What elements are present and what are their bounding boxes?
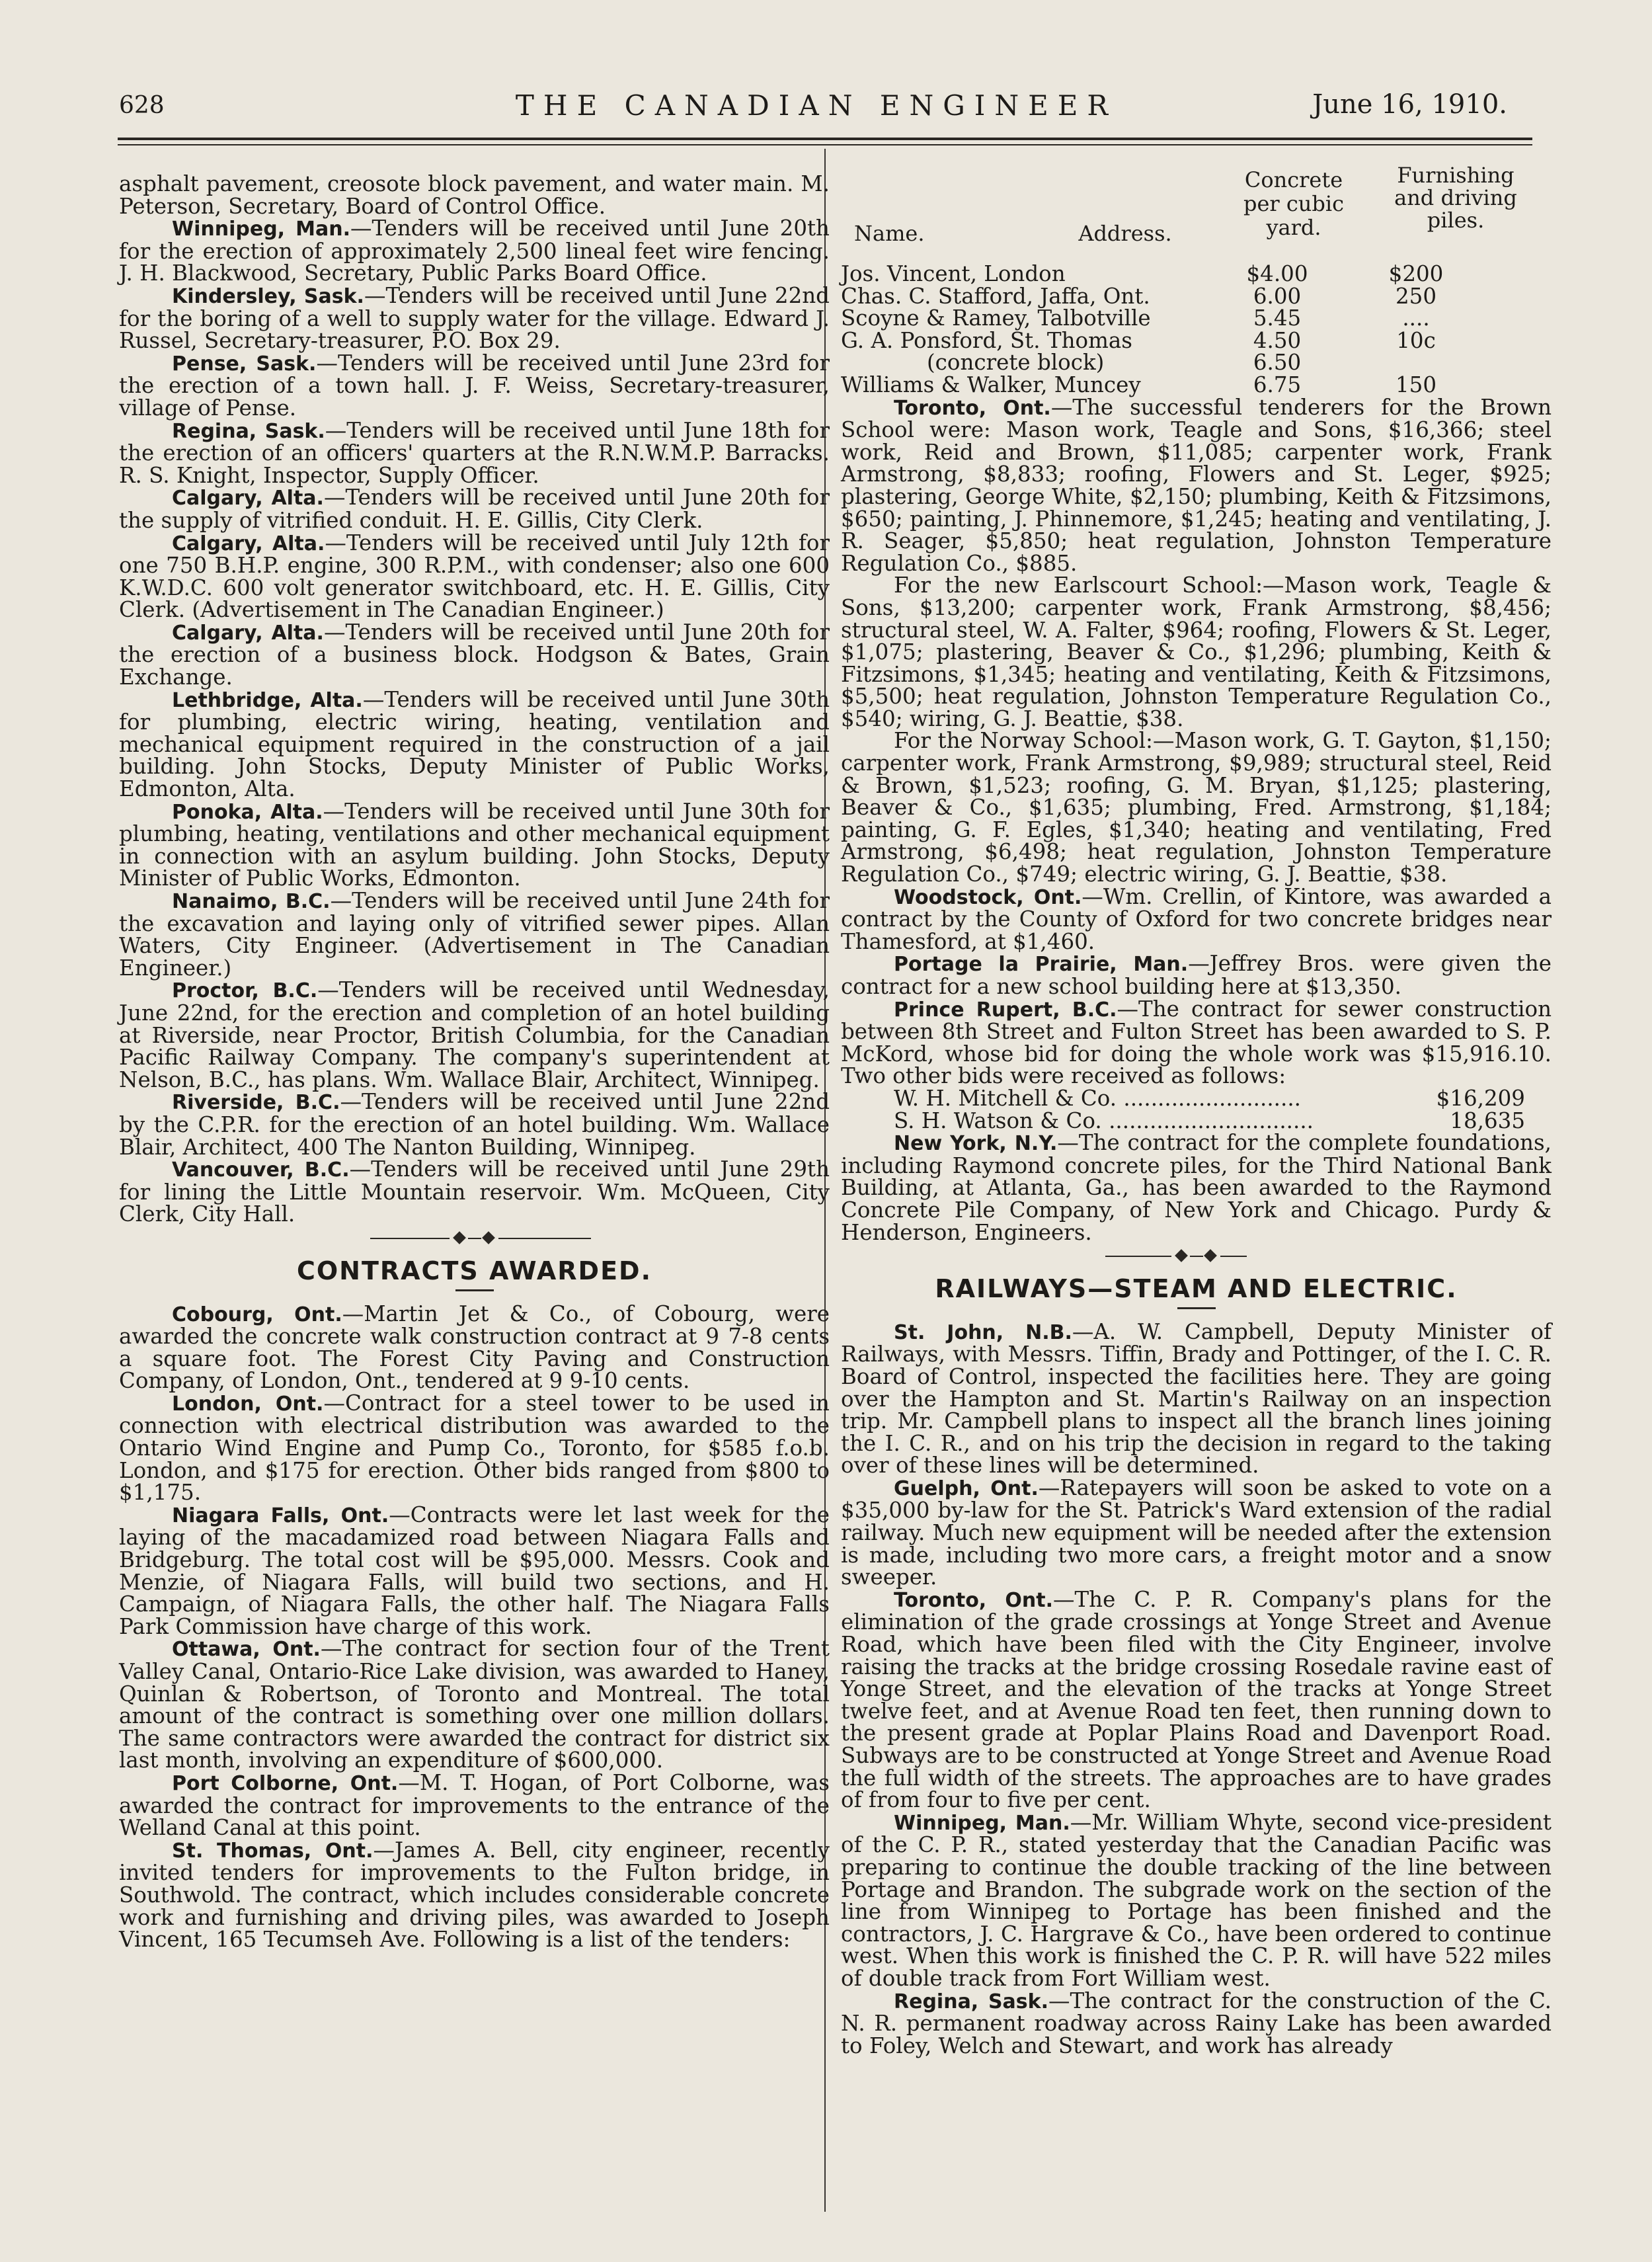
tender-text: —Tenders will be received until June 30th for plumbing, electric wiring, heating, ventilation and mechanical equipment required in the construction of a jail building. John Stocks, Deputy Minister of Public Works, Edmonton, Alta. [119,686,830,802]
bid-value: 18,635 [1450,1108,1525,1133]
tender-item [119,686,830,802]
tender-text: —Tenders will be received until June 18th for the erection of an officers' quarters at the R.N.W.M.P. Barracks. R. S. Knight, Inspector, Supply Officer. [119,417,830,488]
tender-item [119,979,830,1091]
concrete-price: 5.45 [1253,305,1302,331]
tender-text: —Tenders will be received until June 22nd by the C.P.R. for the erection of an hotel building. Wm. Wallace Blair, Architect, 400 The Nanton Building, Winnipeg. [119,1089,830,1160]
tender-text: —Tenders will be received until June 30th for plumbing, heating, ventilations and other mechanical equipment in connection with an asylum building. John Stocks, Deputy Minister of Public Works, Edmonton. [119,798,830,891]
award-text: For the Norway School:—Mason work, G. T. Gayton, $1,150; carpenter work, Frank Armstrong, $9,989; structural steel, Reid & Brown, $1,523; roofing, G. M. Bryan, $1,125; plastering, Beaver & Co., $1,635; plumbing, Fred. Armstrong, $1,184; painting, G. F. Egles, $1,340; heating and ventilating, Fred Armstrong, $6,498; heat regulation, Johnston Temperature Regulation Co., $749; electric wiring, G. J. Beattie, $38. [841,728,1552,887]
railway-place: Toronto, Ont. [894,1588,1053,1612]
railway-item [841,1990,1552,2058]
tender-item [119,798,830,891]
bid-name: S. H. Watson & Co. .............................. [894,1110,1314,1133]
contract-text: —The contract for section four of the Trent Valley Canal, Ontario-Rice Lake division, was awarded to Haney, Quinlan & Robertson, of Toronto and Montreal. The total amount of the contract is something over one million dollars. The same contractors were awarded the contract for district six last month, involving an expenditure of $600,000. [119,1636,830,1773]
tender-item [119,1158,830,1226]
award-place: Toronto, Ont. [894,396,1051,420]
tender-table-header [841,164,1542,263]
col-name-header: Name. [854,221,925,246]
contract-place: Niagara Falls, Ont. [172,1504,389,1527]
tender-place: Ponoka, Alta. [172,800,323,824]
tender-text: —Tenders will be received until Wednesday, June 22nd, for the erection and completion of an hotel building at Riverside, near Proctor, British Columbia, for the Canadian Pacific Railway Company. The company's superintendent at Nelson, B.C., has plans. Wm. Wallace Blair, Architect, Winnipeg. [119,977,830,1092]
award-text: —Wm. Crellin, of Kintore, was awarded a contract by the County of Oxford for two concrete bridges near Thamesford, at $1,460. [841,883,1552,954]
contract-item [119,1769,830,1841]
tender-place: Proctor, B.C. [172,979,318,1003]
contract-place: St. Thomas, Ont. [172,1839,374,1863]
concrete-price: $4.00 [1246,261,1308,286]
table-row [841,374,1552,397]
award-text: —The successful tenderers for the Brown School were: Mason work, Teagle and Sons, $16,366; steel work, Reid and Brown, $11,085; carpenter work, Frank Armstrong, $8,833; roofing, Flowers and St. Leger, $925; plastering, George White, $2,150; plumbing, Keith & Fitzsimons, $650; painting, J. Phinnemore, $1,245; heating and ventilating, J. R. Seager, $5,850; heat regulation, Johnston Temperature Regulation Co., $885. [841,394,1552,576]
bidder-name: Williams & Walker, Muncey [841,372,1141,397]
award-text: For the new Earlscourt School:—Mason work, Teagle & Sons, $13,200; carpenter work, Frank Armstrong, $8,456; structural steel, W. A. Falter, $964; roofing, Flowers & St. Leger, $1,075; plastering, Beaver & Co., $1,296; plumbing, Keith & Fitzsimons, $1,345; heating and ventilating, Keith & Fitzsimons, $5,500; heat regulation, Johnston Temperature Regulation Co., $540; wiring, G. J. Beattie, $38. [841,573,1552,731]
tender-place: Winnipeg, Man. [172,218,350,241]
award-item [841,1132,1552,1244]
table-row [841,307,1552,330]
tender-place: Vancouver, B.C. [172,1158,350,1182]
railway-item [841,1586,1552,1813]
award-place: New York, N.Y. [894,1132,1058,1156]
section-ornament [119,1231,830,1246]
railway-item [841,1809,1552,1991]
piles-price: 250 [1395,283,1437,309]
tender-item [119,417,830,488]
intro-paragraph: asphalt pavement, creosote block pavement, and water main. M. Peterson, Secretary, Board of Control Office. [119,171,830,219]
tender-text: —Tenders will be received until June 20th for the supply of vitrified conduit. H. E. Gillis, City Clerk. [119,485,830,533]
railway-text: —A. W. Campbell, Deputy Minister of Railways, with Messrs. Tiffin, Brady and Pottinger, of the I. C. R. Board of Control, inspected the facilities here. They are going over the Hampton and St. Martin's Railway on an inspection trip. Mr. Campbell plans to inspect all the branch lines joining the I. C. R., and on his trip the decision in regard to the taking over of these lines will be determined. [841,1318,1552,1478]
concrete-price: 6.75 [1253,372,1302,397]
tender-item [119,218,830,285]
tender-place: Kindersley, Sask. [172,284,364,308]
contract-item [119,1504,830,1638]
railway-item [841,1318,1552,1478]
railway-text: —The contract for the construction of the C. N. R. permanent roadway across Rainy Lake has been awarded to Foley, Welch and Stewart, and work has already [841,1988,1552,2058]
tender-item [119,890,830,979]
award-item [841,394,1552,576]
tender-place: Calgary, Alta. [172,532,325,555]
piles-price: $200 [1388,261,1444,286]
tender-place: Nanaimo, B.C. [172,890,331,913]
piles-price: .... [1402,305,1430,331]
award-place: Woodstock, Ont. [894,885,1082,909]
award-item [841,953,1552,998]
journal-title: THE CANADIAN ENGINEER [515,89,1118,122]
bidder-name: G. A. Ponsford, St. Thomas [841,327,1132,353]
contract-text: —Martin Jet & Co., of Cobourg, were awarded the concrete walk construction contract at 9 7-8 cents a square foot. The Forest City Paving and Construction Company, of London, Ont., tendered at 9 9-10 cents. [119,1301,830,1394]
bidder-name: Scoyne & Ramey, Talbotville [841,305,1151,331]
contract-item [119,1638,830,1772]
contract-text: —M. T. Hogan, of Port Colborne, was awarded the contract for improvements to the entrance of the Welland Canal at this point. [119,1769,830,1841]
contract-item [119,1303,830,1393]
bid-value: $16,209 [1436,1085,1525,1111]
bid-row [841,1110,1552,1133]
col-address-header: Address. [1078,221,1172,246]
table-row [841,283,1552,309]
contract-text: —Contracts were let last week for the laying of the macadamized road between Niagara Falls and Bridgeburg. The total cost will be $95,000. Messrs. Cook and Menzie, of Niagara Falls, will build two sections, and H. Campaign, of Niagara Falls, the other half. The Niagara Falls Park Commission have charge of this work. [119,1502,830,1639]
contract-item [119,1390,830,1506]
award-item [841,998,1552,1088]
col-piles-header: Furnishing and driving piles. [1394,163,1517,233]
table-row [841,352,1552,374]
tender-text: —Tenders will be received until June 23rd for the erection of a town hall. J. F. Weiss, Secretary-treasurer, village of Pense. [119,350,830,421]
page-header [119,83,1514,129]
header-rule [118,138,1532,140]
tender-item [119,487,830,532]
tender-text: —Tenders will be received until June 22nd for the boring of a well to supply water for the village. Edward J. Russel, Secretary-treasurer, P.O. Box 29. [119,282,830,354]
tender-text: —Tenders will be received until June 20th for the erection of a business block. Hodgson & Bates, Grain Exchange. [119,619,830,690]
tender-item [119,282,830,354]
railway-place: Winnipeg, Man. [894,1811,1070,1835]
contracts-awarded-heading: CONTRACTS AWARDED. [296,1256,652,1285]
concrete-price: 4.50 [1253,327,1302,353]
railway-text: —The C. P. R. Company's plans for the elimination of the grade crossings at Yonge Street and Avenue Road, which have been filed with the City Engineer, involve raising the tracks at the bridge crossing Rosedale ravine east of Yonge Street, and the elevation of the tracks at Yonge Street twelve feet, and at Avenue Road ten feet, then running down to the present grade at Poplar Plains Road and Davenport Road. Subways are to be constructed at Yonge Street and Avenue Road the full width of the streets. The approaches are to have grades of from four to five per cent. [841,1586,1552,1813]
contract-place: Ottawa, Ont. [172,1638,321,1662]
bidder-name: Jos. Vincent, London [841,261,1066,286]
tender-text: —Tenders will be received until June 29th for lining the Little Mountain reservoir. Wm. McQueen, City Clerk, City Hall. [119,1156,830,1227]
contract-place: Cobourg, Ont. [172,1303,342,1326]
tender-item [119,532,830,622]
contract-item [119,1839,830,1951]
award-text: —The contract for sewer construction between 8th Street and Fulton Street has been awarded to S. P. McKord, whose bid for doing the whole work was $15,916.10. Two other bids were received as follows: [841,996,1552,1089]
tender-item [119,352,830,420]
award-item [841,730,1552,885]
tender-place: Calgary, Alta. [172,487,324,510]
piles-price: 150 [1395,372,1437,397]
tender-text: —Tenders will be received until July 12th for one 750 B.H.P. engine, 300 R.P.M., with condenser; also one 600 K.W.D.C. 600 volt generator switchboard, etc. H. E. Gillis, City Clerk. (Advertisement in The Canadian Engineer.) [119,530,830,623]
piles-price [1343,352,1489,374]
railway-item [841,1474,1552,1590]
bidder-name: (concrete block) [927,350,1105,376]
heading-rule [455,1289,494,1291]
railway-place: Guelph, Ont. [894,1476,1039,1500]
contract-text: —Contract for a steel tower to be used in connection with electrical distribution was awarded to the Ontario Wind Engine and Pump Co., Toronto, for $585 f.o.b. London, and $175 for erection. Other bids ranged from $800 to $1,175. [119,1390,830,1506]
left-column [119,173,830,1951]
contract-place: London, Ont. [172,1392,324,1416]
col-concrete-header: Concrete per cubic yard. [1243,167,1345,240]
award-place: Portage la Prairie, Man. [894,953,1189,977]
tender-place: Riverside, B.C. [172,1091,340,1115]
right-column [841,263,1552,2057]
tender-place: Regina, Sask. [172,419,325,443]
tender-place: Calgary, Alta. [172,621,324,645]
tender-text: —Tenders will be received until June 20th for the erection of approximately 2,500 lineal feet wire fencing. J. H. Blackwood, Secretary, Public Parks Board Office. [119,216,830,286]
concrete-price: 6.00 [1253,283,1302,309]
railway-place: St. John, N.B. [894,1320,1072,1344]
header-rule-thin [118,144,1532,145]
contract-place: Port Colborne, Ont. [172,1771,399,1795]
railways-heading: RAILWAYS—STEAM AND ELECTRIC. [935,1274,1458,1304]
concrete-price: 6.50 [1253,350,1302,376]
piles-price: 10c [1396,327,1436,353]
bidder-name: Chas. C. Stafford, Jaffa, Ont. [841,283,1150,309]
railway-text: —Mr. William Whyte, second vice-president of the C. P. R., stated yesterday that the Canadian Pacific was preparing to continue the double tracking of the line between Portage and Brandon. The subgrade work on the section of the line from Winnipeg to Portage has been finished and the contractors, J. C. Hargrave & Co., have been ordered to continue west. When this work is finished the C. P. R. will have 522 miles of double track from Fort William west. [841,1809,1552,1991]
award-text: —Jeffrey Bros. were given the contract for a new school building here at $13,350. [841,951,1552,999]
bid-name: W. H. Mitchell & Co. .......................... [894,1087,1301,1110]
issue-date: June 16, 1910. [1312,89,1507,120]
award-text: —The contract for the complete foundations, including Raymond concrete piles, for the Third National Bank Building, at Atlanta, Ga., has been awarded to the Raymond Concrete Pile Company, of New York and Chicago. Purdy & Henderson, Engineers. [841,1130,1552,1245]
tender-place: Pense, Sask. [172,352,317,376]
tender-item [119,1091,830,1158]
railway-text: —Ratepayers will soon be asked to vote on a $35,000 by-law for the St. Patrick's Ward extension of the radial railway. Much new equipment will be needed after the extension is made, including two more cars, a freight motor and a snow sweeper. [841,1474,1552,1590]
page-number: 628 [119,92,165,119]
bid-row [841,1085,1552,1111]
contract-text: —James A. Bell, city engineer, recently invited tenders for improvements to the Fulton bridge, in Southwold. The contract, which includes considerable concrete work and furnishing and driving piles, was awarded to Joseph Vincent, 165 Tecumseh Ave. Following is a list of the tenders: [119,1837,830,1953]
award-item [841,575,1552,730]
section-ornament [841,1249,1552,1264]
award-item [841,883,1552,954]
table-row [841,263,1552,286]
tender-item [119,619,830,690]
tender-place: Lethbridge, Alta. [172,688,363,712]
tender-text: —Tenders will be received until June 24th for the excavation and laying only of vitrified sewer pipes. Allan Waters, City Engineer. (Advertisement in The Canadian Engineer.) [119,888,830,981]
heading-rule [1177,1307,1216,1309]
table-row [841,327,1552,353]
railway-place: Regina, Sask. [894,1990,1049,2013]
award-place: Prince Rupert, B.C. [894,998,1117,1022]
